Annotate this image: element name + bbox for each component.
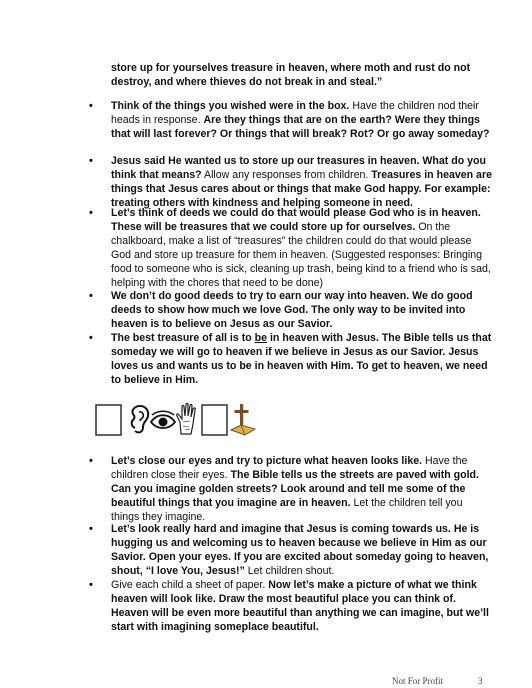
paragraph-segment: be [254, 332, 268, 344]
paragraph-segment: Have the children close their eyes. [111, 455, 468, 481]
paragraph-segment: Let the children tell you things they imagine. [111, 497, 463, 523]
bullet-marker: • [89, 155, 93, 167]
paragraph-segment: in heaven with Jesus. The Bible tells us that someday we will go to heaven if we believe in Jesus as our Savior. Jesus loves us and wants us to be in heaven with Him. To get to heaven, we need to believe in Him. [111, 332, 492, 386]
bullet-marker: • [89, 290, 93, 302]
paragraph-segment: Treasures in heaven are things that Jesus cares about or things that make God happy. For example: treating others with kindness and helping someone in need. [111, 169, 492, 209]
bullet-marker: • [89, 332, 93, 344]
paragraph-segment: Let’s look really hard and imagine that Jesus is coming towards us. He is hugging us and welcoming us to heaven because we believe in Him as our Savior. Open your eyes. If you are excited about someday going to heaven, shout, “I love You, Jesus!” [111, 523, 489, 577]
bullet-item-4 [111, 289, 493, 331]
paragraph-segment: Are they things that are on the earth? Were they things that will last forever? Or things that will break? Rot? Or go away someday? [111, 114, 490, 140]
eye-icon [151, 411, 175, 428]
paragraph-segment: Now let’s make a picture of what we think heaven will look like. Draw the most beautiful place you can think of. Heaven will be even more beautiful than anything we can imagine, but we’ll start with imagining someplace beautiful. [111, 579, 489, 633]
paragraph-segment: On the chalkboard, make a list of “treasures” the children could do that would please God and store up treasure for them in heaven. (Suggested responses: Bringing food to someone who is sick, cleaning up trash, being kind to a friend who is sad, helping with the chores that need to be done) [111, 221, 491, 289]
ear-icon [132, 406, 149, 432]
page-footer [392, 676, 492, 688]
page-number: 3 [478, 676, 483, 686]
paragraph-segment: Let’s think of deeds we could do that would please God who is in heaven. These will be treasures that we could store up for ourselves. [111, 207, 481, 233]
footer-label: Not For Profit [392, 676, 444, 686]
intro-scripture-continuation: store up for yourselves treasure in heaven, where moth and rust do not destroy, and where thieves do not break in and steal.” [111, 62, 471, 88]
bullet-item-5 [111, 331, 493, 387]
hand-icon [177, 404, 196, 435]
bullet-item-3 [111, 206, 493, 290]
paragraph-segment: Jesus said He wanted us to store up our treasures in heaven. What do you think that means? [111, 155, 486, 181]
bullet-item-1 [111, 99, 493, 141]
bullet-marker: • [89, 455, 93, 467]
paragraph-segment: Allow any responses from children. [201, 169, 372, 181]
paragraph-segment: The best treasure of all is to [111, 332, 255, 344]
bullet-item-7 [111, 522, 493, 578]
bullet-item-2 [111, 154, 493, 210]
bullet-marker: • [89, 579, 93, 591]
activity-icon-strip [95, 402, 260, 438]
bullet-item-6 [111, 454, 493, 524]
paragraph-segment: We don’t do good deeds to try to earn our way into heaven. We do good deeds to show how much we love God. The only way to be invited into heaven is to believe on Jesus as our Savior. [111, 290, 473, 330]
paragraph-segment: Give each child a sheet of paper. [111, 579, 269, 591]
cross-bible-icon [231, 404, 255, 435]
bullet-item-8 [111, 578, 493, 634]
bullet-marker: • [89, 207, 93, 219]
empty-box-icon [202, 405, 227, 435]
paragraph-segment: Think of the things you wished were in the box. [111, 100, 350, 112]
paragraph-segment: Let’s close our eyes and try to picture what heaven looks like. [111, 455, 423, 467]
bullet-marker: • [89, 523, 93, 535]
paragraph-segment: The Bible tells us the streets are paved with gold. Can you imagine golden streets? Look around and tell me some of the beautiful things that you imagine are in heaven. [111, 469, 479, 509]
icon-strip-graphic [95, 402, 260, 438]
paragraph-segment: Let children shout. [244, 565, 335, 577]
empty-box-icon [96, 405, 121, 435]
bullet-marker: • [89, 100, 93, 112]
paragraph-segment: Have the children nod their heads in response. [111, 100, 479, 126]
